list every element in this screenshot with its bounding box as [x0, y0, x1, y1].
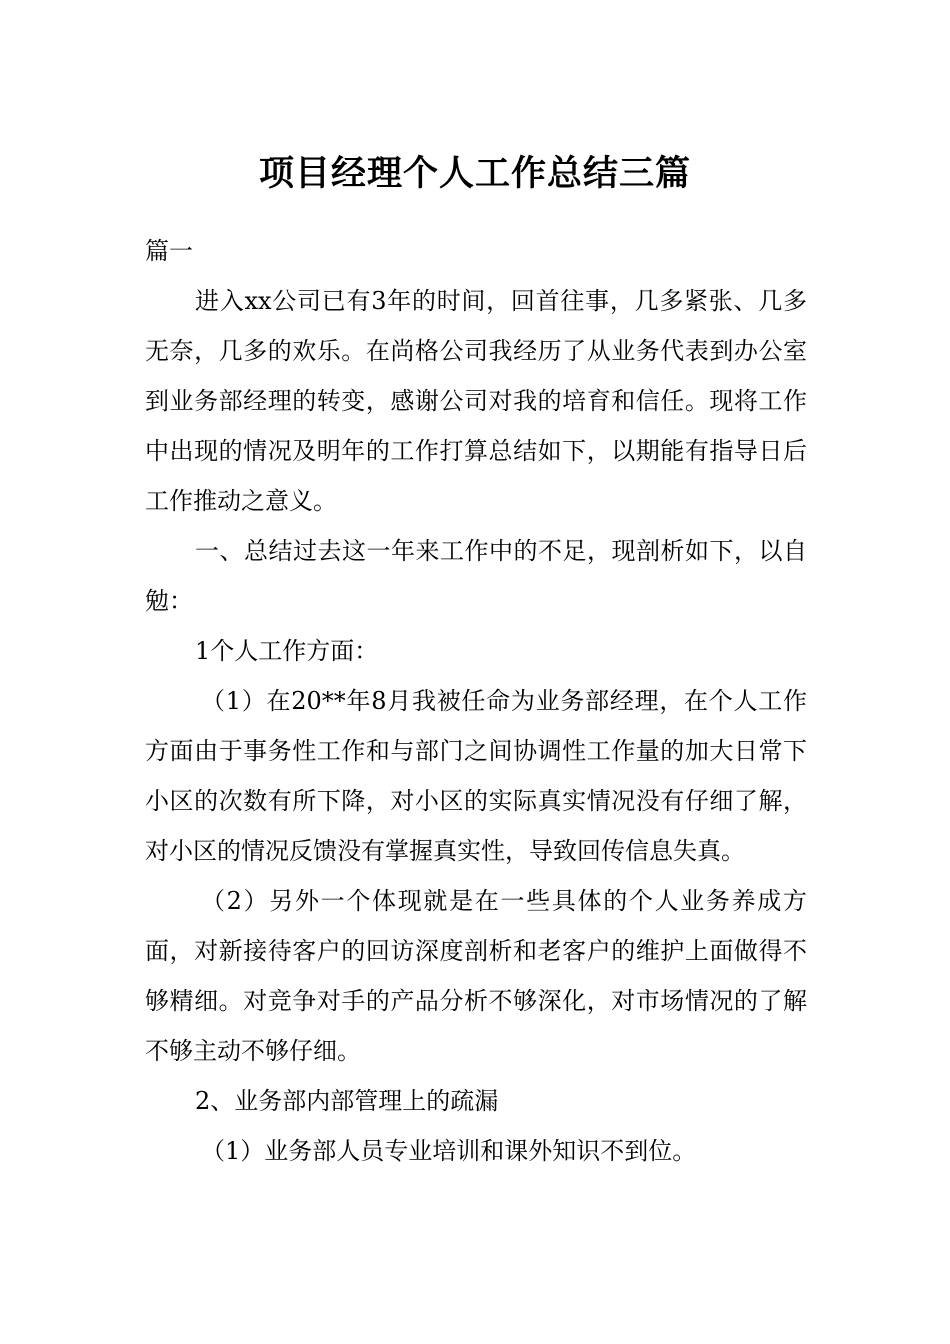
- section-heading: 篇一: [145, 237, 193, 265]
- intro-paragraph: 进入xx公司已有3年的时间，回首往事，几多紧张、几多无奈，几多的欢乐。在尚格公司我经历了从业务代表到办公室到业务部经理的转变，感谢公司对我的培育和信任。现将工作中出现的情况及明年的工作打算总结如下，以期能有指导日后工作推动之意义。: [145, 287, 807, 515]
- point-1-paragraph: （1）在20**年8月我被任命为业务部经理，在个人工作方面由于事务性工作和与部门之间协调性工作量的加大日常下小区的次数有所下降，对小区的实际真实情况没有仔细了解，对小区的情况反馈没有掌握真实性，导致回传信息失真。: [145, 687, 807, 865]
- subsection-heading: 1个人工作方面：: [195, 637, 379, 665]
- document-title: 项目经理个人工作总结三篇: [258, 154, 691, 195]
- point-2-paragraph: （2）另外一个体现就是在一些具体的个人业务养成方面，对新接待客户的回访深度剖析和老客户的维护上面做得不够精细。对竞争对手的产品分析不够深化，对市场情况的了解不够主动不够仔细。: [145, 887, 807, 1065]
- summary-heading-paragraph: 一、总结过去这一年来工作中的不足，现剖析如下，以自勉：: [145, 537, 807, 615]
- subsection-heading-2: 2、业务部内部管理上的疏漏: [195, 1087, 499, 1115]
- point-3-paragraph: （1）业务部人员专业培训和课外知识不到位。: [201, 1137, 697, 1165]
- document-body: [145, 226, 807, 1176]
